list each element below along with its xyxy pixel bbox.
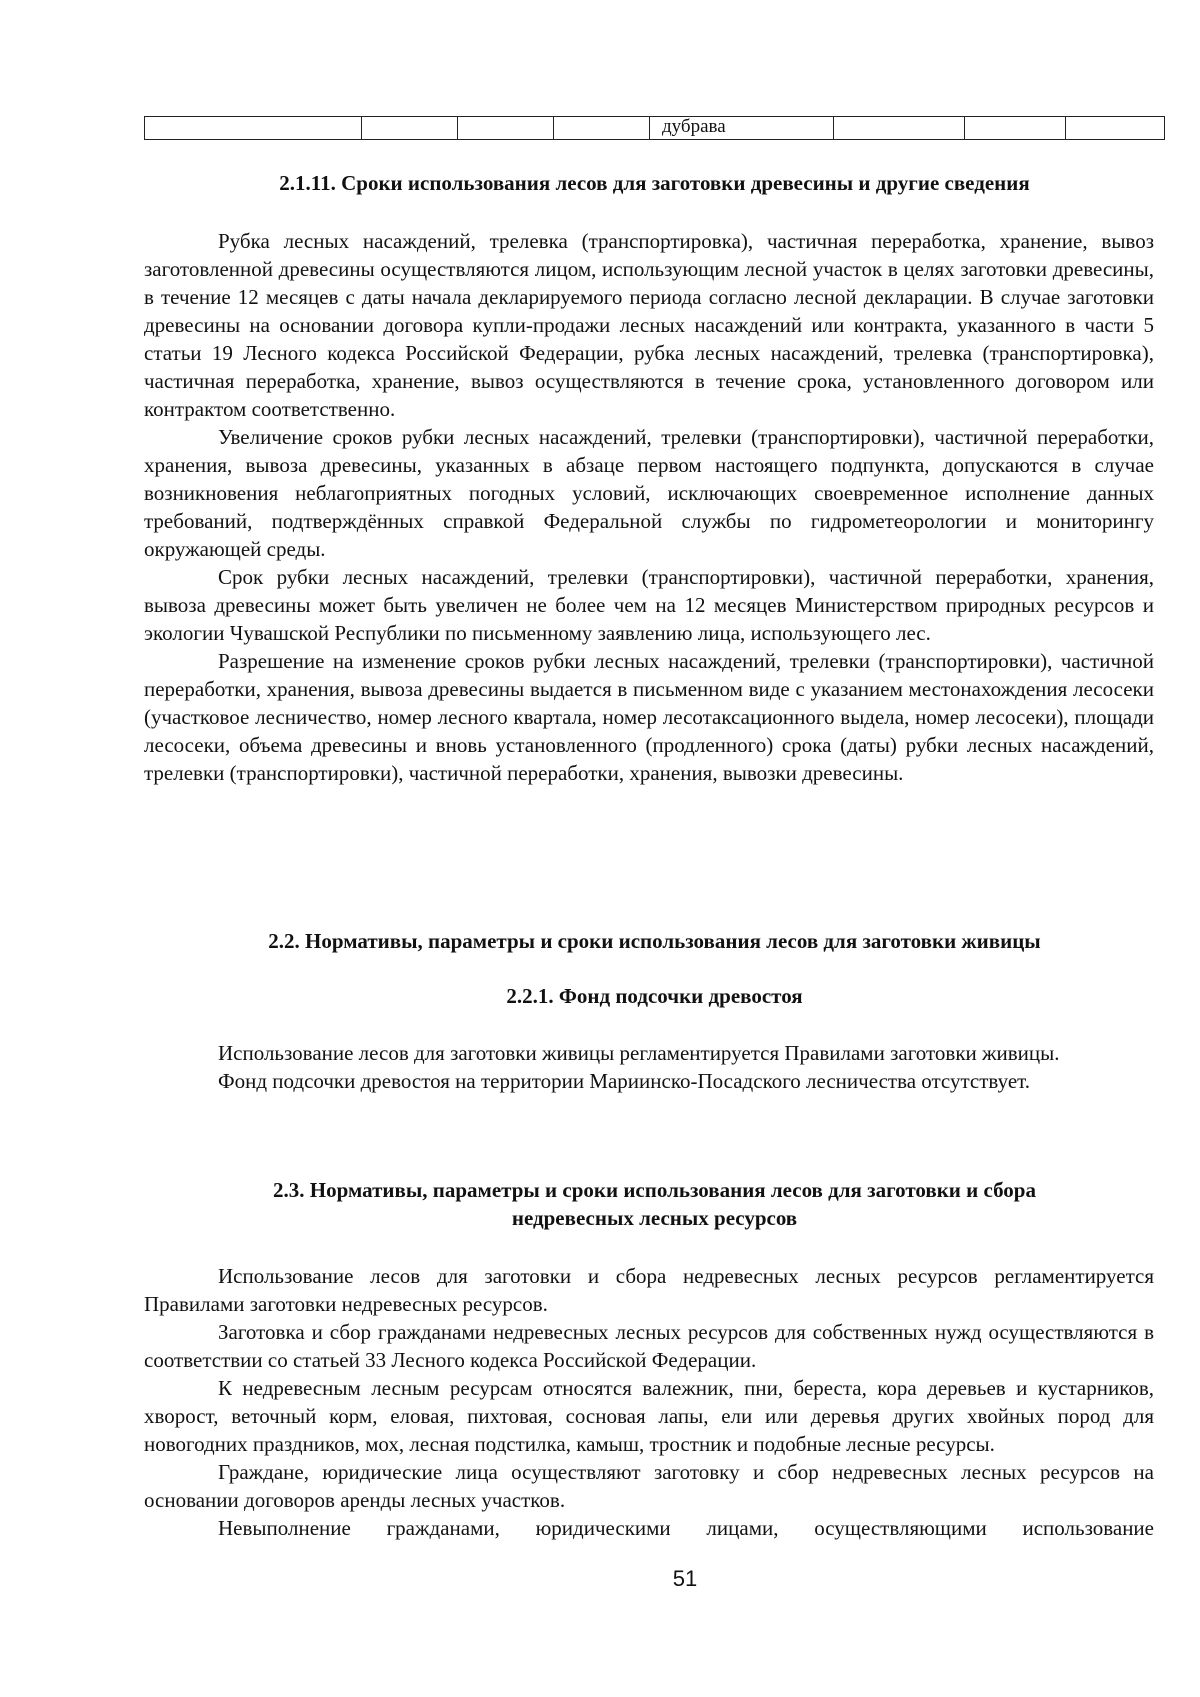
section-heading-continued: недревесных лесных ресурсов xyxy=(511,1206,798,1230)
table-cell xyxy=(1066,117,1164,139)
paragraph: Фонд подсочки древостоя на территории Мариинско-Посадского лесничества отсутствует. xyxy=(218,1069,1030,1093)
paragraph: К недревесным лесным ресурсам относятся валежник, пни, береста, кора деревьев и кустарников, хворост, веточный корм, еловая, пихтовая, сосновая лапы, ели или деревья других хвойных пород для новогодних праздников, мох, лесная подстилка, камыш, тростник и подобные лесные ресурсы. xyxy=(144,1376,1154,1456)
table-row xyxy=(144,116,1165,140)
paragraph: Увеличение сроков рубки лесных насаждений, трелевки (транспортировки), частичной переработки, хранения, вывоза древесины, указанных в абзаце первом настоящего подпункта, допускаются в случае возникновения неблагоприятных погодных условий, исключающих своевременное исполнение данных требований, подтверждённых справкой Федеральной службы по гидрометеорологии и мониторингу окружающей среды. xyxy=(144,425,1154,561)
subsection-heading: 2.2.1. Фонд подсочки древостоя xyxy=(506,984,803,1008)
paragraph: Использование лесов для заготовки живицы регламентируется Правилами заготовки живицы. xyxy=(218,1041,1060,1065)
table-cell xyxy=(834,117,965,139)
section-heading: 2.3. Нормативы, параметры и сроки использования лесов для заготовки и сбора xyxy=(273,1178,1036,1202)
table-cell xyxy=(965,117,1066,139)
page-number: 51 xyxy=(672,1566,698,1591)
table-cell xyxy=(458,117,554,139)
section-body xyxy=(144,1039,1154,1095)
paragraph: Заготовка и сбор гражданами недревесных лесных ресурсов для собственных нужд осуществляются в соответствии со статьей 33 Лесного кодекса Российской Федерации. xyxy=(144,1320,1154,1372)
paragraph: Невыполнение гражданами, юридическими лицами, осуществляющими использование xyxy=(218,1516,1154,1540)
section-heading: 2.2. Нормативы, параметры и сроки использования лесов для заготовки живицы xyxy=(268,929,1041,953)
table-cell xyxy=(362,117,458,139)
table-cell xyxy=(554,117,650,139)
paragraph: Разрешение на изменение сроков рубки лесных насаждений, трелевки (транспортировки), частичной переработки, хранения, вывоза древесины выдается в письменном виде с указанием местонахождения лесосеки (участковое лесничество, номер лесного квартала, номер лесотаксационного выдела, номер лесосеки), площади лесосеки, объема древесины и вновь установленного (продленного) срока (даты) рубки лесных насаждений, трелевки (транспортировки), частичной переработки, хранения, вывозки древесины. xyxy=(144,649,1154,785)
paragraph: Срок рубки лесных насаждений, трелевки (транспортировки), частичной переработки, хранения, вывоза древесины может быть увеличен не более чем на 12 месяцев Министерством природных ресурсов и экологии Чувашской Республики по письменному заявлению лица, использующего лес. xyxy=(144,565,1154,645)
section-body xyxy=(144,227,1154,787)
table-cell: дубрава xyxy=(650,117,834,139)
section-heading: 2.1.11. Сроки использования лесов для заготовки древесины и другие сведения xyxy=(279,171,1030,195)
paragraph: Граждане, юридические лица осуществляют заготовку и сбор недревесных лесных ресурсов на основании договоров аренды лесных участков. xyxy=(144,1460,1154,1512)
paragraph: Рубка лесных насаждений, трелевка (транспортировка), частичная переработка, хранение, вывоз заготовленной древесины осуществляются лицом, использующим лесной участок в целях заготовки древесины, в течение 12 месяцев с даты начала декларируемого периода согласно лесной декларации. В случае заготовки древесины на основании договора купли-продажи лесных насаждений или контракта, указанного в части 5 статьи 19 Лесного кодекса Российской Федерации, рубка лесных насаждений, трелевка (транспортировка), частичная переработка, хранение, вывоз осуществляются в течение срока, установленного договором или контрактом соответственно. xyxy=(144,229,1154,421)
section-body xyxy=(144,1262,1154,1542)
table-cell xyxy=(145,117,362,139)
paragraph: Использование лесов для заготовки и сбора недревесных лесных ресурсов регламентируется Правилами заготовки недревесных ресурсов. xyxy=(144,1264,1154,1316)
